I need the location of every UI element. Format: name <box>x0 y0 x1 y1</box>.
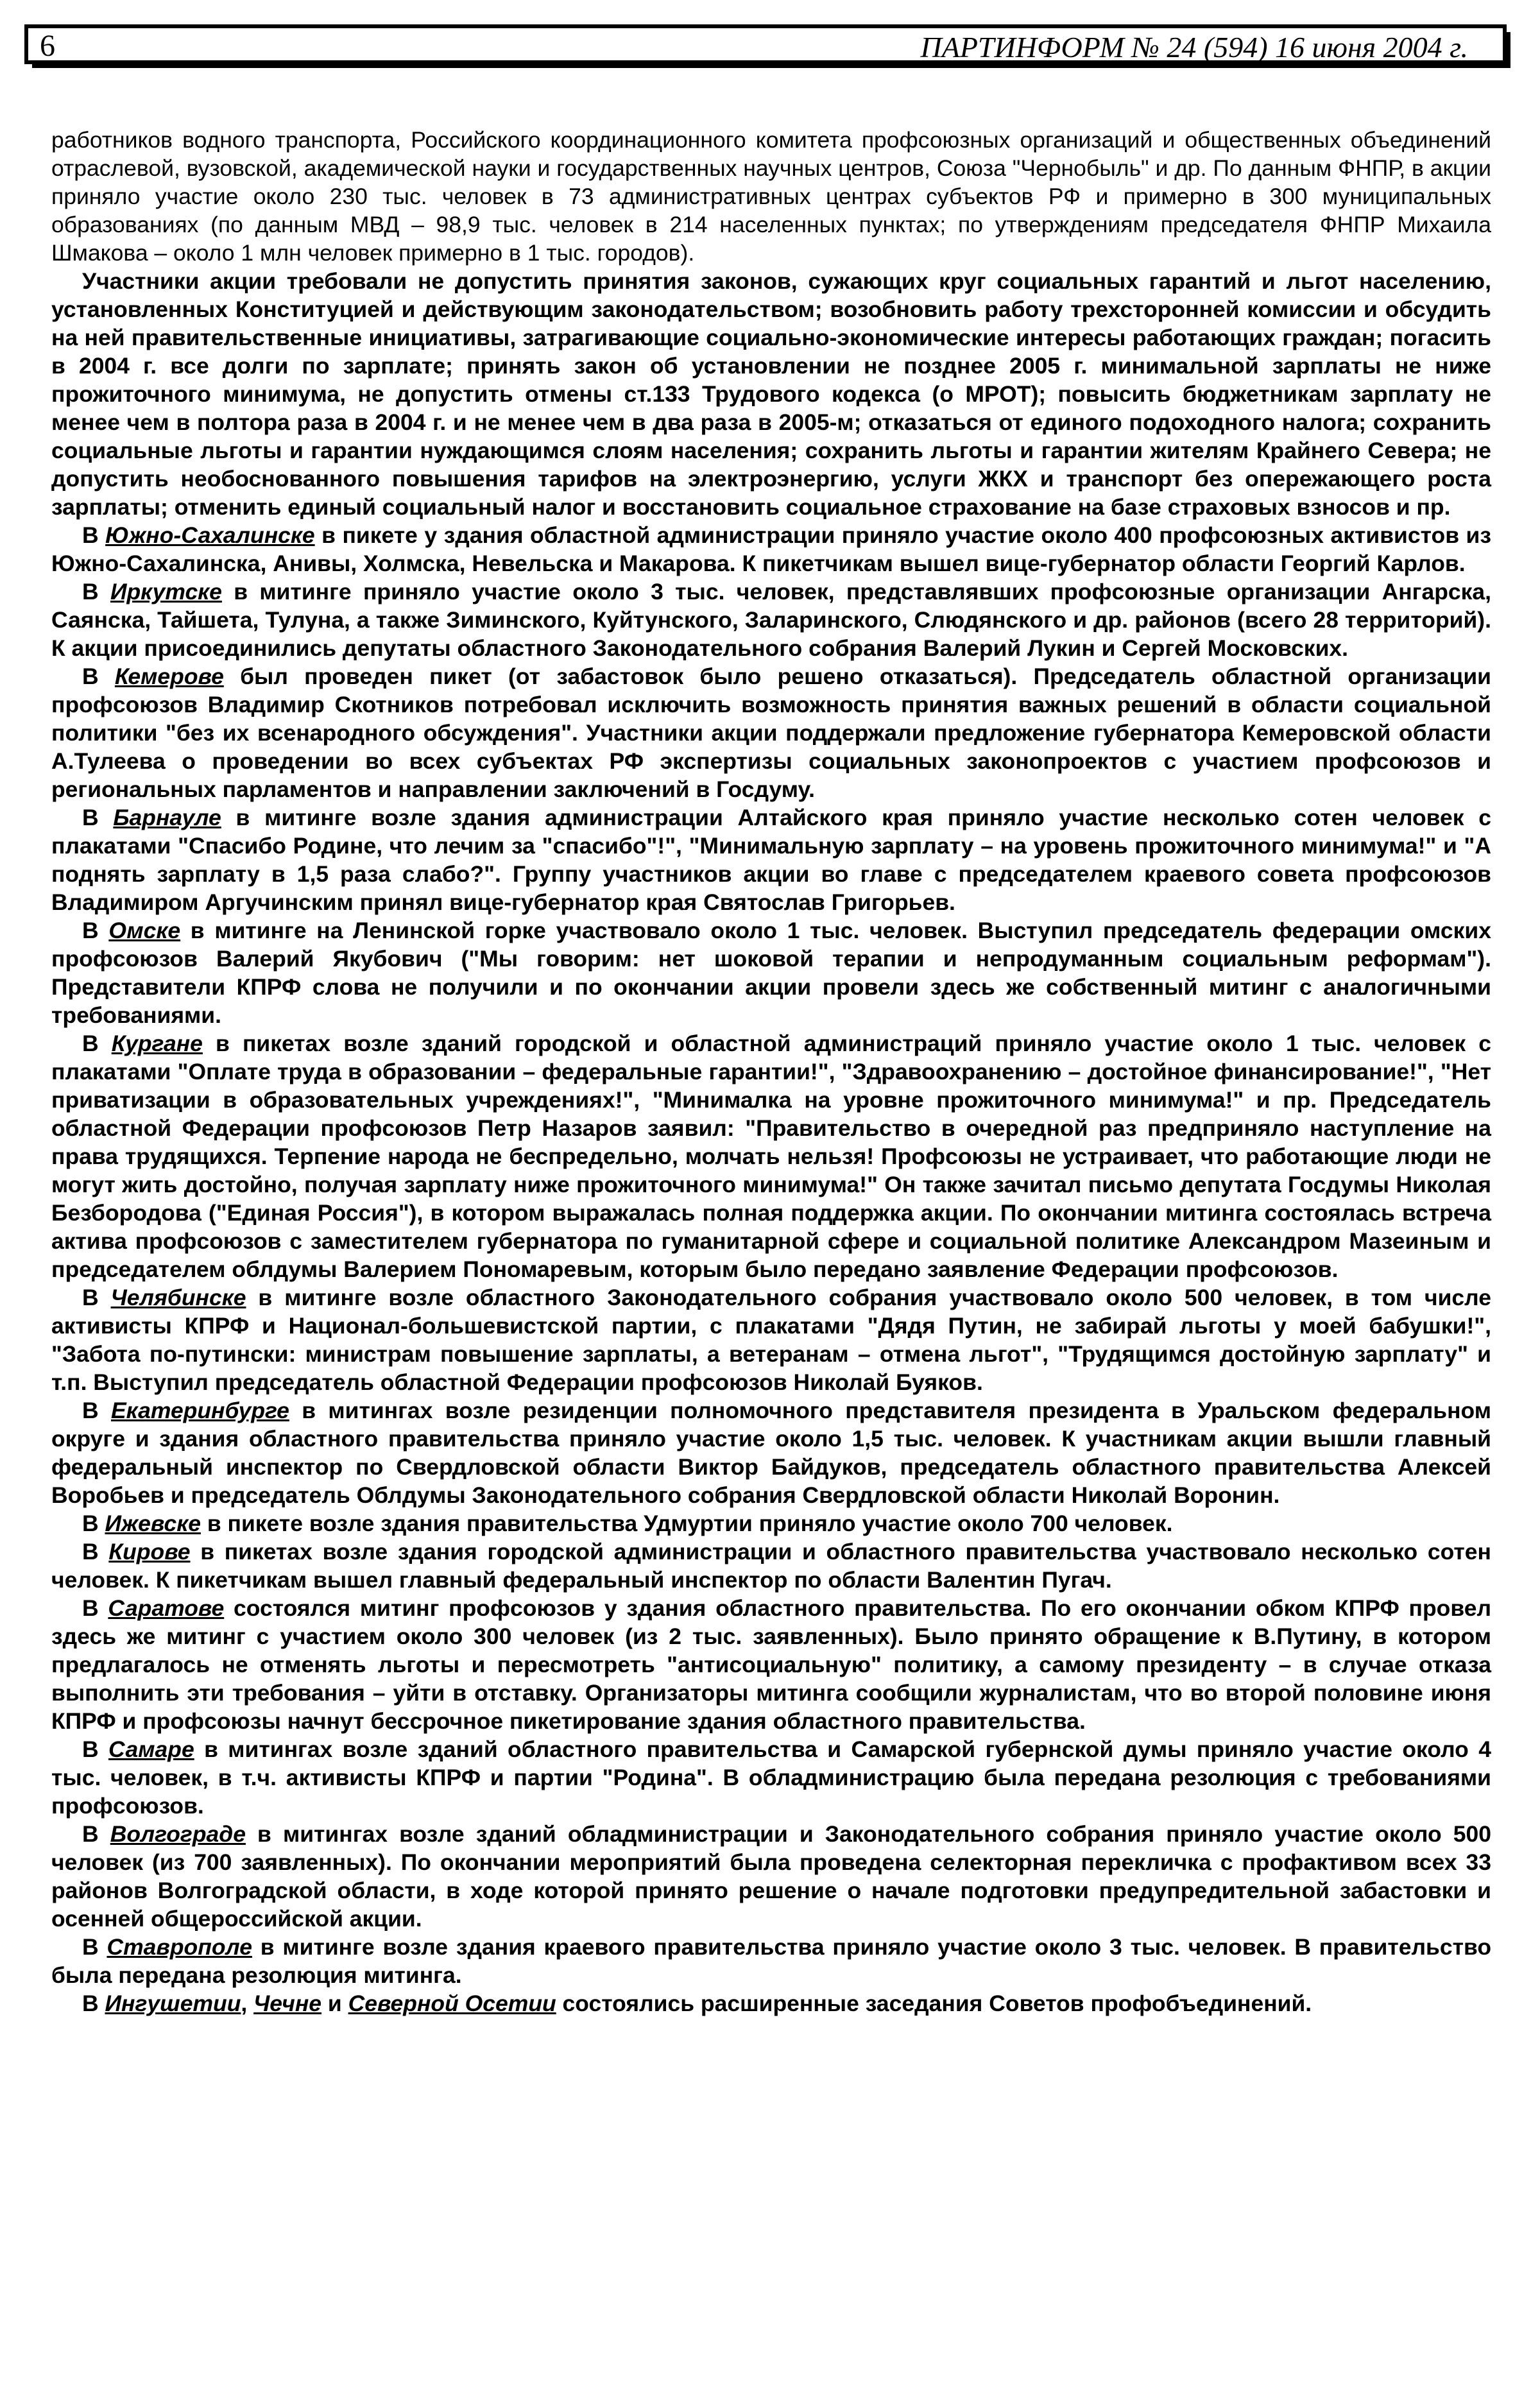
paragraph-text: в пикетах возле зданий городской и областной администраций приняло участие около 1 тыс. человек с плакатами "Оплате труда в образовании – федеральные гарантии!", "Здравоохранению – достойное финансирование!", "Нет приватизации в образовательных учреждениях!", "Минималка на уровне прожиточного минимума!" и пр. Председатель областной Федерации профсоюзов Петр Назаров заявил: "Правительство в очередной раз предприняло наступление на права трудящихся. Терпение народа не беспредельно, молчать нельзя! Профсоюзы не устраивает, что работающие люди не могут жить достойно, получая зарплату ниже прожиточного минимума!" Он также зачитал письмо депутата Госдумы Николая Безбородова ("Единая Россия"), в котором выражалась полная поддержка акции. По окончании митинга состоялась встреча актива профсоюзов с заместителем губернатора по гуманитарной сфере и социальной политике Александром Мазеиным и председателем облдумы Валерием Пономаревым, которым было передано заявление Федерации профсоюзов. <box>51 1031 1492 1282</box>
city-paragraph <box>51 521 1491 578</box>
paragraph-prefix: В <box>82 1821 110 1847</box>
separator: , <box>241 1991 254 2016</box>
city-paragraph <box>51 1538 1491 1594</box>
city-paragraph <box>51 662 1491 803</box>
paragraph-text: в митинге возле здания краевого правительства приняло участие около 3 тыс. человек. В правительство была передана резолюция митинга. <box>51 1934 1492 1988</box>
city-paragraph <box>51 1283 1491 1396</box>
article-body <box>51 126 1491 2018</box>
city-name: Барнауле <box>113 805 221 830</box>
paragraph-prefix: В <box>82 1511 105 1536</box>
paragraph-prefix: В <box>82 664 115 689</box>
intro-paragraph: работников водного транспорта, Российского координационного комитета профсоюзных организаций и общественных объединений отраслевой, вузовской, академической науки и государственных научных центров, Союза "Чернобыль" и др. По данным ФНПР, в акции приняло участие около 230 тыс. человек в 73 административных центрах субъектов РФ и примерно в 300 муниципальных образованиях (по данным МВД – 98,9 тыс. человек в 214 населенных пунктах; по утверждениям председателя ФНПР Михаила Шмакова – около 1 млн человек примерно в 1 тыс. городов). <box>51 127 1491 266</box>
paragraph-prefix: В <box>82 1285 111 1310</box>
paragraph-text: в митингах возле резиденции полномочного представителя президента в Уральском федеральном округе и здания областного правительства приняло участие около 1,5 тыс. человек. К участникам акции вышли главный федеральный инспектор по Свердловской области Виктор Байдуков, председатель областного правительства Алексей Воробьев и председатель Облдумы Законодательного собрания Свердловской области Николай Воронин. <box>51 1398 1491 1508</box>
header-shadow-right <box>1507 32 1510 68</box>
paragraph-prefix: В <box>82 918 109 943</box>
city-name: Самаре <box>108 1736 194 1762</box>
city-name: Ижевске <box>105 1511 201 1536</box>
paragraph-text: в митинге возле областного Законодательного собрания участвовало около 500 человек, в том числе активисты КПРФ и Национал-большевистской партии, с плакатами "Дядя Путин, не забирай льготы у моей бабушки!", "Забота по-путински: министрам повышение зарплаты, а ветеранам – отмена льгот", "Трудящимся достойную зарплату" и т.п. Выступил председатель областной Федерации профсоюзов Николай Буяков. <box>51 1285 1492 1395</box>
last-paragraph <box>51 1989 1491 2018</box>
masthead: ПАРТИНФОРМ № 24 (594) 16 июня 2004 г. <box>920 31 1468 64</box>
city-name: Кемерове <box>114 664 224 689</box>
paragraph-prefix: В <box>82 1031 112 1056</box>
city-name: Южно-Сахалинске <box>105 522 315 548</box>
paragraph-text: в митинге приняло участие около 3 тыс. человек, представлявших профсоюзные организации Ангарска, Саянска, Тайшета, Тулуна, а также Зиминского, Куйтунского, Заларинского, Слюдянского и др. районов (всего 28 территорий). К акции присоединились депутаты областного Законодательного собрания Валерий Лукин и Сергей Московских. <box>51 579 1492 661</box>
city-name: Волгограде <box>110 1821 246 1847</box>
paragraph-prefix: В <box>82 805 114 830</box>
city-name: Саратове <box>108 1595 225 1621</box>
page-number: 6 <box>40 29 55 63</box>
region-name: Ингушетии <box>105 1991 241 2016</box>
city-paragraph <box>51 1509 1491 1538</box>
region-name: Северной Осетии <box>348 1991 556 2016</box>
paragraph-text: состоялся митинг профсоюзов у здания областного правительства. По его окончании обком КПРФ провел здесь же митинг с участием около 300 человек (из 2 тыс. заявленных). Было принято обращение к В.Путину, в котором предлагалось не отменять льготы и пересмотреть "антисоциальную" политику, а самому президенту – в случае отказа выполнить эти требования – уйти в отставку. Организаторы митинга сообщили журналистам, что во второй половине июня КПРФ и профсоюзы начнут бессрочное пикетирование здания областного правительства. <box>51 1595 1491 1734</box>
city-paragraph <box>51 1029 1491 1283</box>
paragraph-prefix: В <box>82 1736 109 1762</box>
paragraph-prefix: В <box>82 1934 107 1960</box>
paragraph-text: в митингах возле зданий обладминистрации и Законодательного собрания приняло участие около 500 человек (из 700 заявленных). По окончании мероприятий была проведена селекторная перекличка с профактивом всех 33 районов Волгоградской области, в ходе которой принято решение о начале подготовки предупредительной забастовки и осенней общероссийской акции. <box>51 1821 1491 1932</box>
city-paragraph <box>51 803 1491 916</box>
paragraph-text: в пикетах возле здания городской администрации и областного правительства участвовало несколько сотен человек. К пикетчикам вышел главный федеральный инспектор по области Валентин Пугач. <box>51 1539 1491 1593</box>
page-header <box>24 24 1507 64</box>
city-name: Челябинске <box>110 1285 246 1310</box>
paragraph-text: был проведен пикет (от забастовок было решено отказаться). Председатель областной организации профсоюзов Владимир Скотников потребовал исключить возможность принятия важных решений в области социальной политики "без их всенародного обсуждения". Участники акции поддержали предложение губернатора Кемеровской области А.Тулеева о проведении во всех субъектах РФ экспертизы социальных законопроектов с участием профсоюзов и региональных парламентов и направлении заключений в Госдуму. <box>51 664 1491 802</box>
paragraph-prefix: В <box>82 1595 108 1621</box>
paragraph-text: состоялись расширенные заседания Советов профобъединений. <box>556 1991 1312 2016</box>
city-paragraph <box>51 1735 1491 1820</box>
city-paragraph <box>51 1594 1491 1735</box>
city-name: Кургане <box>111 1031 203 1056</box>
header-shadow <box>32 64 1510 68</box>
paragraph-text: в пикете у здания областной администрации приняло участие около 400 профсоюзных активистов из Южно-Сахалинска, Анивы, Холмска, Невельска и Макарова. К пикетчикам вышел вице-губернатор области Георгий Карлов. <box>51 522 1491 576</box>
paragraph-prefix: В <box>82 1991 105 2016</box>
city-paragraph <box>51 578 1491 662</box>
demands-paragraph: Участники акции требовали не допустить принятия законов, сужающих круг социальных гарантий и льгот населению, установленных Конституцией и действующим законодательством; возобновить работу трехсторонней комиссии и обсудить на ней правительственные инициативы, затрагивающие социально-экономические интересы работающих граждан; погасить в 2004 г. все долги по зарплате; принять закон об установлении не позднее 2005 г. минимальной зарплаты не ниже прожиточного минимума, не допустить отмены ст.133 Трудового кодекса (о МРОТ); повысить бюджетникам зарплату не менее чем в полтора раза в 2004 г. и не менее чем в два раза в 2005-м; отказаться от единого подоходного налога; сохранить социальные льготы и гарантии нуждающимся слоям населения; сохранить льготы и гарантии жителям Крайнего Севера; не допустить необоснованного повышения тарифов на электроэнергию, услуги ЖКХ и транспорт без опережающего роста зарплаты; отменить единый социальный налог и восстановить социальное страхование на базе страховых взносов и пр. <box>51 268 1491 520</box>
paragraph-text: в митинге на Ленинской горке участвовало около 1 тыс. человек. Выступил председатель федерации омских профсоюзов Валерий Якубович ("Мы говорим: нет шоковой терапии и непродуманным социальным реформам"). Представители КПРФ слова не получили и по окончании акции провели здесь же собственный митинг с аналогичными требованиями. <box>51 918 1491 1028</box>
city-name: Омске <box>108 918 181 943</box>
city-name: Екатеринбурге <box>111 1398 289 1423</box>
separator: и <box>321 1991 348 2016</box>
region-name: Чечне <box>253 1991 322 2016</box>
paragraph-prefix: В <box>82 579 110 604</box>
paragraph-text: в митингах возле зданий областного правительства и Самарской губернской думы приняло участие около 4 тыс. человек, в т.ч. активисты КПРФ и партии "Родина". В обладминистрацию была передана резолюция с требованиями профсоюзов. <box>51 1736 1491 1819</box>
city-name: Ставрополе <box>107 1934 252 1960</box>
city-paragraph <box>51 1933 1491 1989</box>
paragraph-text: в митинге возле здания администрации Алтайского края приняло участие несколько сотен человек с плакатами "Спасибо Родине, что лечим за "спасибо"!", "Минимальную зарплату – на уровень прожиточного минимума!" и "А поднять зарплату в 1,5 раза слабо?". Группу участников акции во главе с председателем краевого совета профсоюзов Владимиром Аргучинским принял вице-губернатор края Святослав Григорьев. <box>51 805 1491 915</box>
paragraph-prefix: В <box>82 1398 111 1423</box>
city-paragraph <box>51 1396 1491 1509</box>
city-name: Кирове <box>108 1539 191 1564</box>
paragraph-prefix: В <box>82 1539 109 1564</box>
paragraph-text: в пикете возле здания правительства Удмуртии приняло участие около 700 человек. <box>200 1511 1173 1536</box>
paragraph-prefix: В <box>82 522 106 548</box>
city-paragraph <box>51 1820 1491 1933</box>
city-paragraph <box>51 916 1491 1029</box>
city-name: Иркутске <box>110 579 222 604</box>
